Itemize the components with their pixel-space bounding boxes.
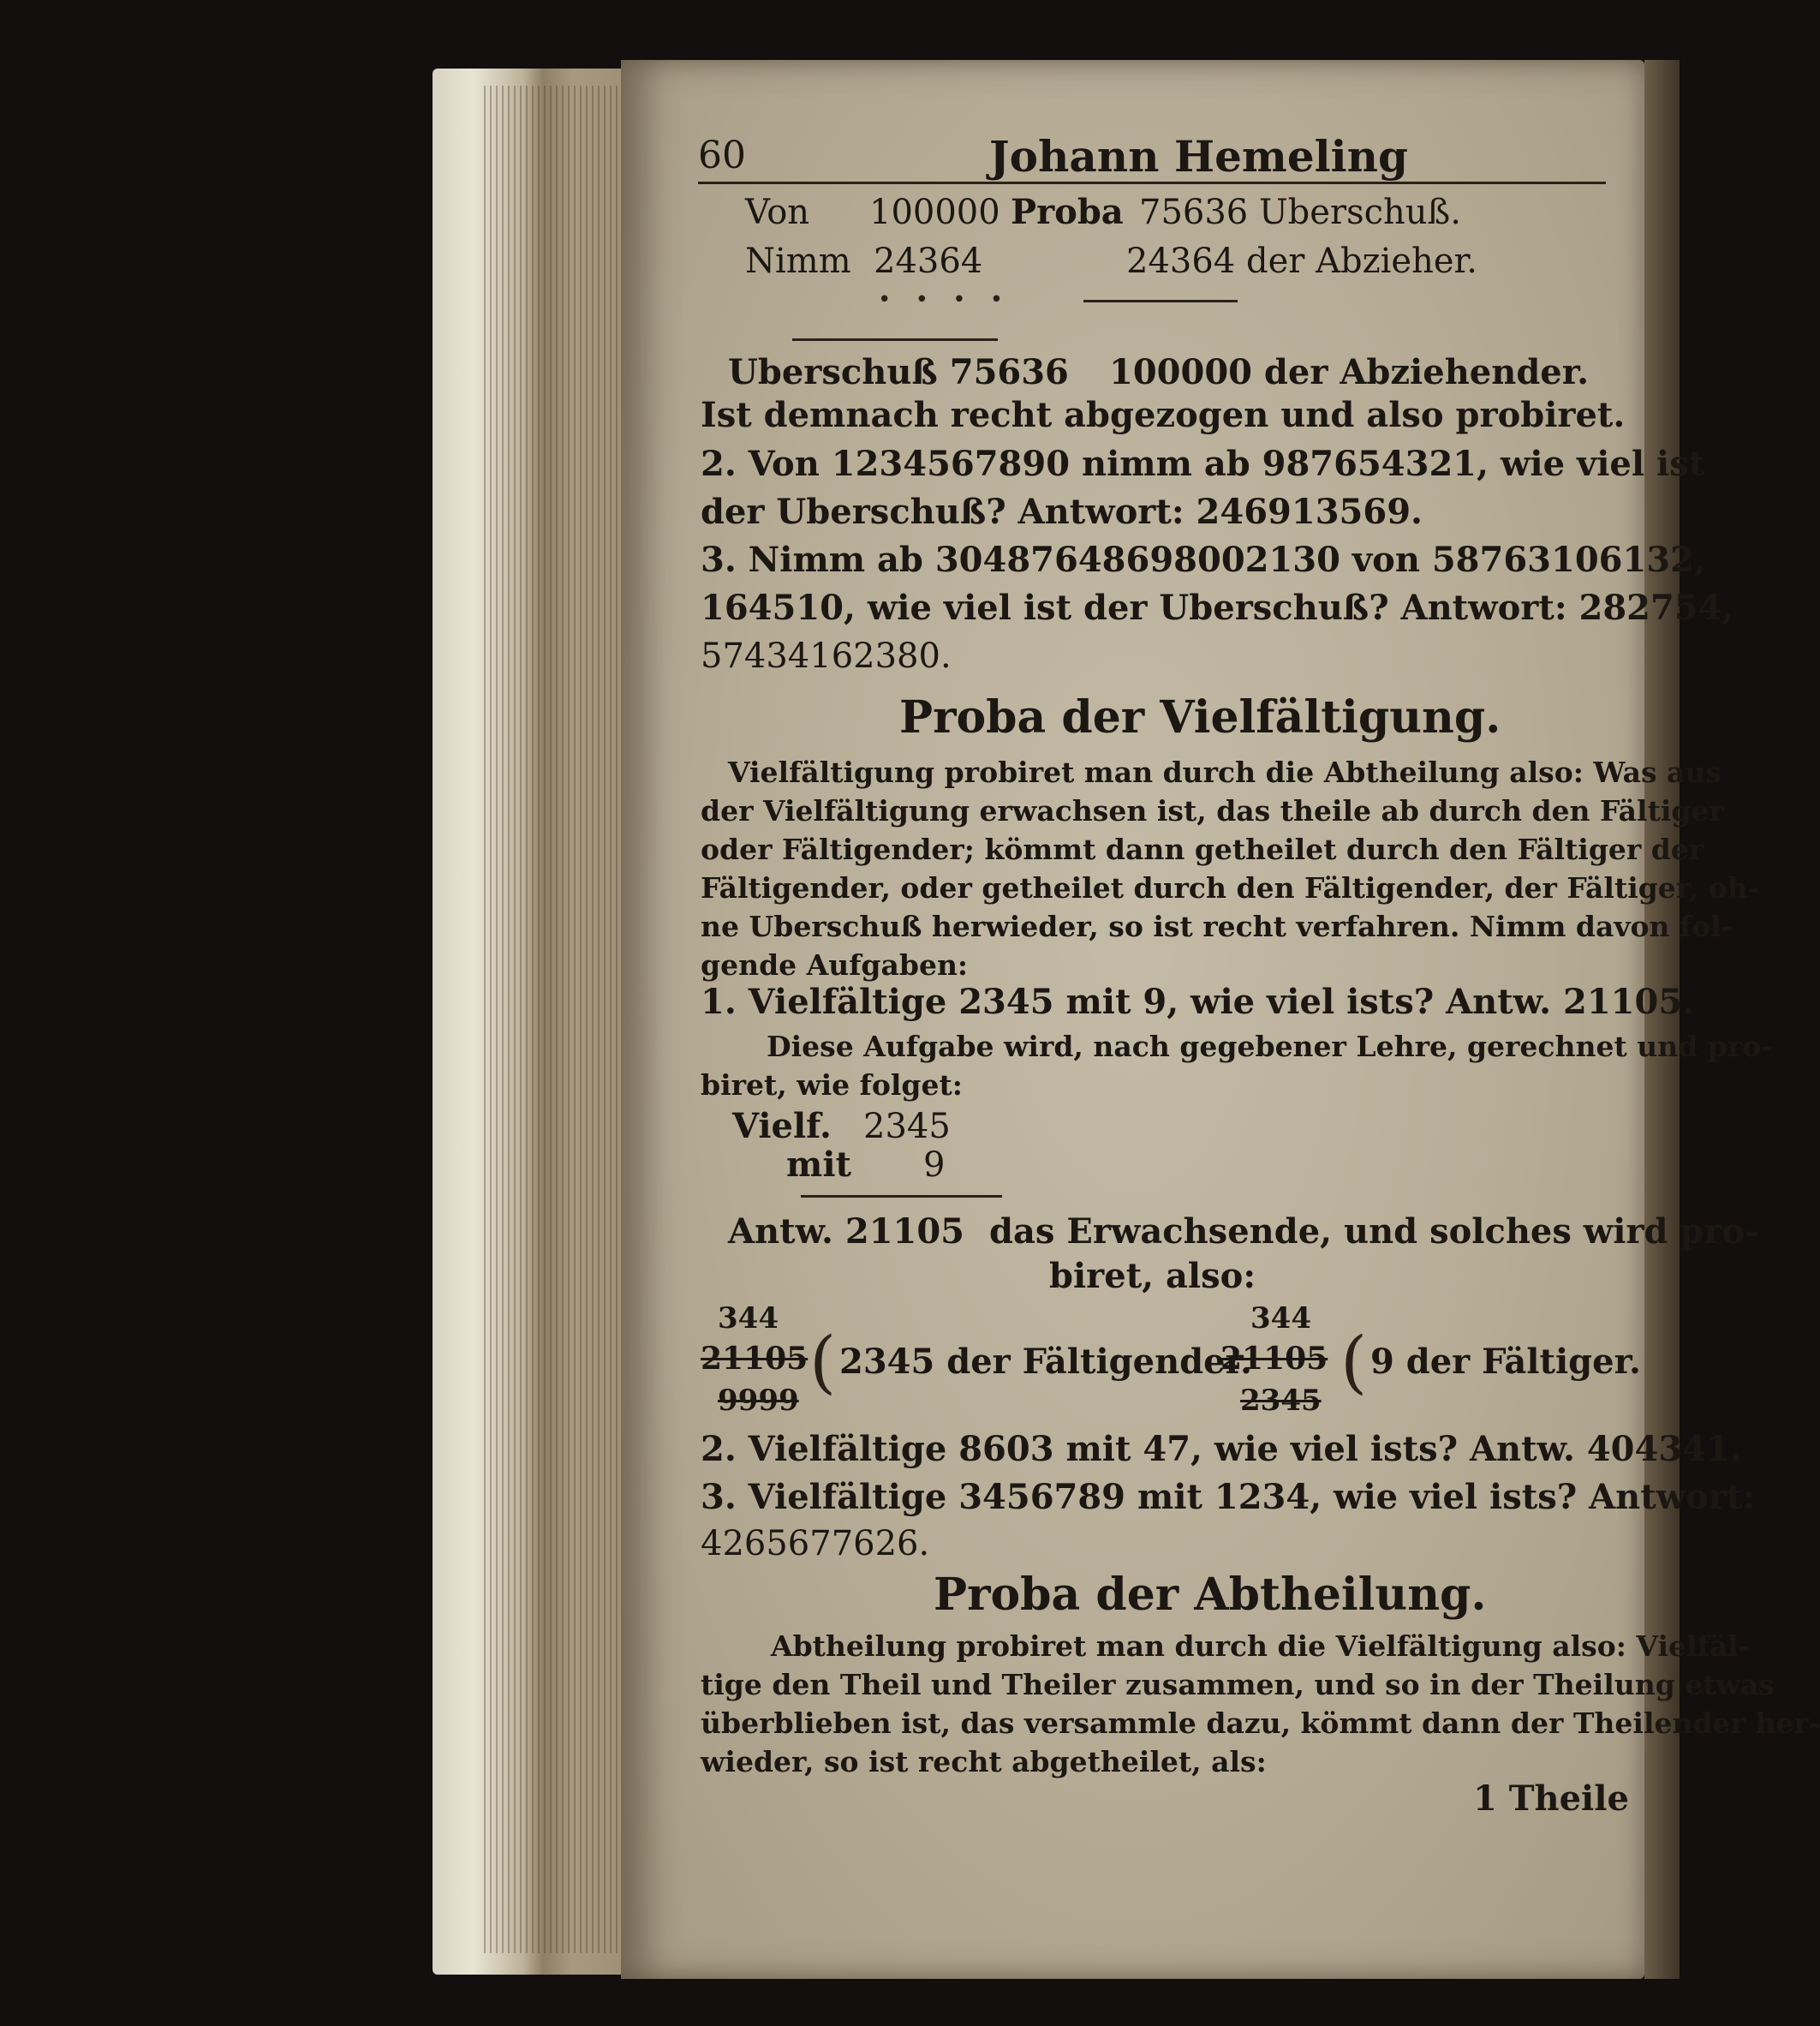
para-line: der Vielfältigung erwachsen ist, das theile ab durch den Fältiger xyxy=(701,794,1724,828)
para-line: wieder, so ist recht abgetheilet, als: xyxy=(701,1745,1267,1778)
running-title: Johann Hemeling xyxy=(989,131,1408,182)
para-line: Abtheilung probiret man durch die Vielfältigung also: Vielfäl- xyxy=(771,1629,1751,1663)
div-left-bot: 9999 xyxy=(718,1384,799,1418)
calc-rule xyxy=(801,1195,1002,1198)
example-2: 2. Vielfältige 8603 mit 47, wie viel ists? Antw. 404341. xyxy=(701,1429,1742,1469)
example-1: 1. Vielfältige 2345 mit 9, wie viel ists? Antw. 21105. xyxy=(701,982,1695,1022)
para-line: gende Aufgaben: xyxy=(701,948,969,982)
sub-row1-right: 75636 Uberschuß. xyxy=(1139,193,1461,232)
book-page-edges xyxy=(433,69,634,1975)
div-left-top: 344 xyxy=(718,1301,779,1336)
div-right-bot: 2345 xyxy=(1240,1384,1322,1418)
example-3-result: 4265677626. xyxy=(701,1524,930,1563)
text-line: 3. Nimm ab 30487648698002130 von 58763106132, xyxy=(701,540,1706,580)
sub-row1-left: Von xyxy=(745,193,810,232)
text-line: 2. Von 1234567890 nimm ab 987654321, wie viel ist xyxy=(701,444,1705,484)
calc-value: 9 xyxy=(923,1145,946,1185)
answer-label: Antw. 21105 xyxy=(728,1211,965,1252)
para-line: Vielfältigung probiret man durch die Abtheilung also: Was aus xyxy=(728,756,1722,789)
para-line: ne Uberschuß herwieder, so ist recht verfahren. Nimm davon fol- xyxy=(701,910,1733,943)
div-right-top: 344 xyxy=(1250,1301,1311,1336)
header-rule xyxy=(698,182,1606,184)
calc-value: 2345 xyxy=(863,1107,951,1146)
sub-rule-right xyxy=(1083,300,1238,302)
calc-label: Vielf. xyxy=(732,1106,832,1146)
para-line: Fältigender, oder getheilet durch den Fältigender, der Fältiger, oh- xyxy=(701,871,1760,905)
text-line: 164510, wie viel ist der Uberschuß? Antwort: 282754, xyxy=(701,588,1734,628)
calc-label: mit xyxy=(786,1144,851,1185)
div-left-result: 2345 der Fältigender. xyxy=(839,1342,1252,1382)
division-bracket: ( xyxy=(1340,1322,1368,1401)
para-line: überblieben ist, das versammle dazu, kömmt dann der Theilender her- xyxy=(701,1706,1820,1740)
answer-text: biret, also: xyxy=(1049,1256,1256,1296)
div-left-mid: 21105 xyxy=(701,1341,809,1377)
sub-dots: • • • • xyxy=(878,287,1012,313)
sub-row1-num: 100000 xyxy=(869,193,1000,232)
division-bracket: ( xyxy=(809,1322,837,1401)
text-line: Ist demnach recht abgezogen und also probiret. xyxy=(701,395,1626,435)
sub-row2-left: Nimm xyxy=(745,242,851,281)
example-3: 3. Vielfältige 3456789 mit 1234, wie viel ists? Antwort: xyxy=(701,1477,1756,1517)
example-1-note: Diese Aufgabe wird, nach gegebener Lehre, gerechnet und pro- xyxy=(767,1030,1773,1063)
page-stack-lines xyxy=(484,86,630,1953)
sub-row3-left: Uberschuß 75636 xyxy=(728,352,1069,392)
catchword: 1 Theile xyxy=(1473,1778,1629,1819)
text-line: 57434162380. xyxy=(701,636,952,676)
para-line: tige den Theil und Theiler zusammen, und so in der Theilung etwas xyxy=(701,1668,1775,1701)
example-1-note: biret, wie folget: xyxy=(701,1068,963,1102)
section-title: Proba der Abtheilung. xyxy=(934,1569,1487,1621)
sub-row2-num: 24364 xyxy=(874,242,983,281)
sub-rule-left xyxy=(792,338,998,341)
div-right-result: 9 der Fältiger. xyxy=(1370,1342,1641,1382)
answer-text: das Erwachsende, und solches wird pro- xyxy=(989,1211,1759,1252)
sub-row2-right: 24364 der Abzieher. xyxy=(1126,242,1477,281)
sub-row1-mid: Proba xyxy=(1011,192,1124,232)
page-number: 60 xyxy=(698,134,746,177)
sub-row3-right: 100000 der Abziehender. xyxy=(1109,352,1590,392)
para-line: oder Fältigender; kömmt dann getheilet durch den Fältiger der xyxy=(701,833,1704,866)
section-title: Proba der Vielfältigung. xyxy=(899,691,1501,744)
text-line: der Uberschuß? Antwort: 246913569. xyxy=(701,492,1423,532)
div-right-mid: 21105 xyxy=(1220,1341,1328,1377)
